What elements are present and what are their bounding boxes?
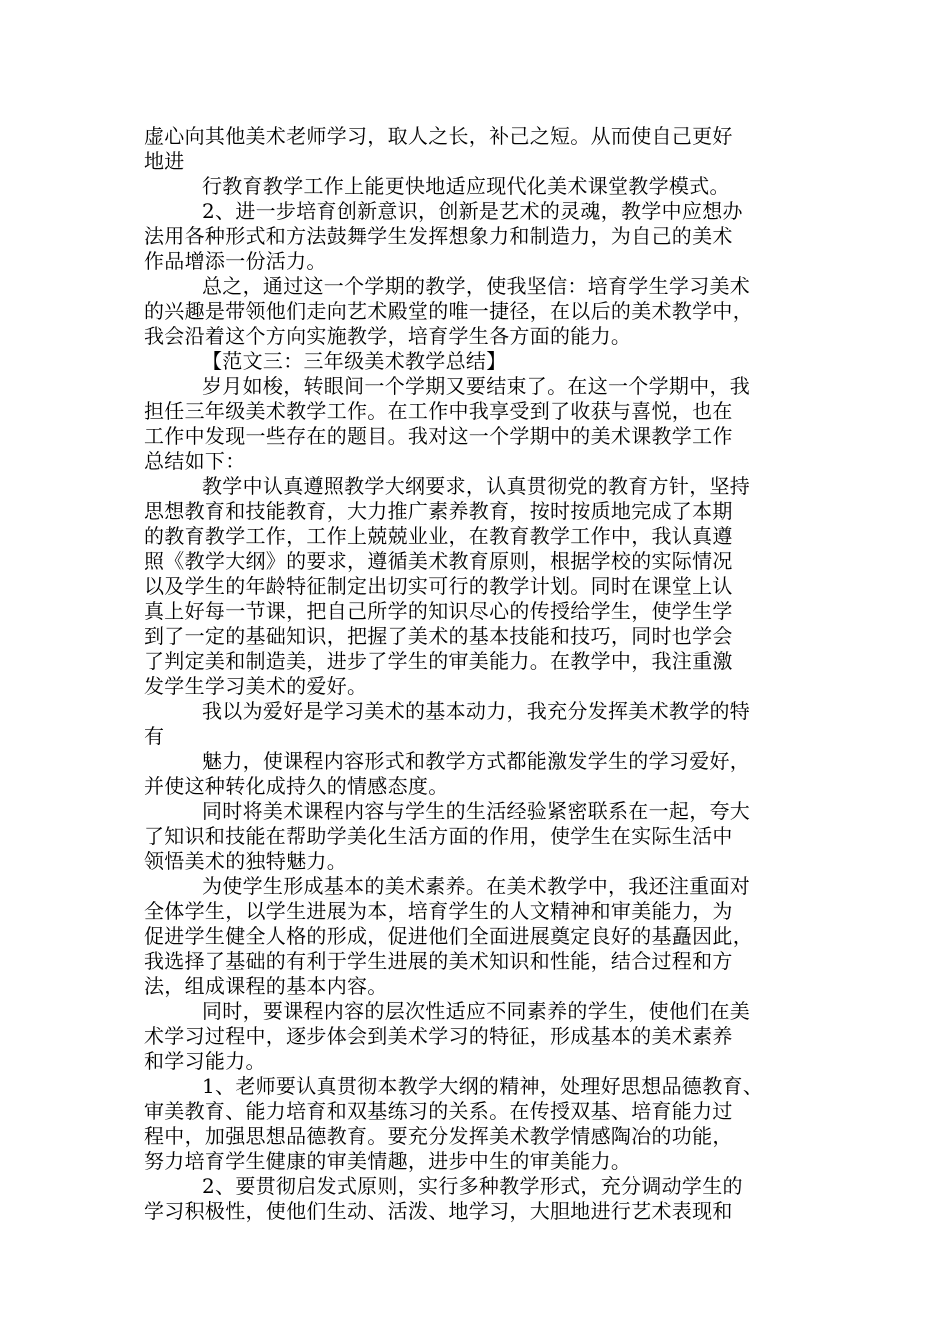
text-line: 总结如下： — [144, 449, 246, 473]
text-line: 作品增添一份活力。 — [144, 249, 327, 273]
text-line: 总之，通过这一个学期的教学，使我坚信：培育学生学习美术 — [202, 274, 751, 298]
text-line: 虚心向其他美术老师学习，取人之长，补己之短。从而使自己更好 — [144, 124, 733, 148]
text-line: 的教育教学工作，工作上兢兢业业，在教育教学工作中，我认真遵 — [144, 524, 733, 548]
text-line: 全体学生，以学生进展为本，培育学生的人文精神和审美能力，为 — [144, 899, 733, 923]
document-page — [144, 124, 824, 1224]
text-line: 努力培育学生健康的审美情趣，进步中生的审美能力。 — [144, 1149, 632, 1173]
text-line: 2、要贯彻启发式原则，实行多种教学形式，充分调动学生的 — [202, 1174, 743, 1198]
text-line: 思想教育和技能教育，大力推广素养教育，按时按质地完成了本期 — [144, 499, 733, 523]
text-line: 2、进一步培育创新意识，创新是艺术的灵魂，教学中应想办 — [202, 199, 743, 223]
text-line: 的兴趣是带领他们走向艺术殿堂的唯一捷径，在以后的美术教学中， — [144, 299, 753, 323]
text-line: 法用各种形式和方法鼓舞学生发挥想象力和制造力，为自己的美术 — [144, 224, 733, 248]
text-line: 我会沿着这个方向实施教学，培育学生各方面的能力。 — [144, 324, 632, 348]
text-line: 我以为爱好是学习美术的基本动力，我充分发挥美术教学的特 — [202, 699, 751, 723]
text-line: 担任三年级美术教学工作。在工作中我享受到了收获与喜悦，也在 — [144, 399, 733, 423]
text-line: 发学生学习美术的爱好。 — [144, 674, 368, 698]
text-line: 我选择了基础的有利于学生进展的美术知识和性能，结合过程和方 — [144, 949, 733, 973]
text-line: 程中，加强思想品德教育。要充分发挥美术教学情感陶冶的功能， — [144, 1124, 733, 1148]
text-line: 教学中认真遵照教学大纲要求，认真贯彻党的教育方针，坚持 — [202, 474, 751, 498]
text-line: 岁月如梭，转眼间一个学期又要结束了。在这一个学期中，我 — [202, 374, 751, 398]
text-line: 行教育教学工作上能更快地适应现代化美术课堂教学模式。 — [202, 174, 730, 198]
text-line: 领悟美术的独特魅力。 — [144, 849, 347, 873]
text-line: 了知识和技能在帮助学美化生活方面的作用，使学生在实际生活中 — [144, 824, 733, 848]
text-line: 有 — [144, 724, 165, 748]
text-line: 了判定美和制造美，进步了学生的审美能力。在教学中，我注重激 — [144, 649, 733, 673]
text-line: 工作中发现一些存在的题目。我对这一个学期中的美术课教学工作 — [144, 424, 733, 448]
text-line: 法，组成课程的基本内容。 — [144, 974, 388, 998]
text-line: 为使学生形成基本的美术素养。在美术教学中，我还注重面对 — [202, 874, 751, 898]
text-line: 同时，要课程内容的层次性适应不同素养的学生，使他们在美 — [202, 999, 751, 1023]
text-line: 审美教育、能力培育和双基练习的关系。在传授双基、培育能力过 — [144, 1099, 733, 1123]
text-line: 和学习能力。 — [144, 1049, 266, 1073]
text-line: 同时将美术课程内容与学生的生活经验紧密联系在一起，夸大 — [202, 799, 751, 823]
text-line: 照《教学大纲》的要求，遵循美术教育原则，根据学校的实际情况 — [144, 549, 733, 573]
text-line: 【范文三：三年级美术教学总结】 — [202, 349, 507, 373]
text-line: 真上好每一节课，把自己所学的知识尽心的传授给学生，使学生学 — [144, 599, 733, 623]
text-line: 以及学生的年龄特征制定出切实可行的教学计划。同时在课堂上认 — [144, 574, 733, 598]
text-line: 1、老师要认真贯彻本教学大纲的精神，处理好思想品德教育、 — [202, 1074, 764, 1098]
text-line: 魅力，使课程内容形式和教学方式都能激发学生的学习爱好， — [202, 749, 751, 773]
text-line: 促进学生健全人格的形成，促进他们全面进展奠定良好的基矗因此， — [144, 924, 753, 948]
text-line: 学习积极性，使他们生动、活泼、地学习，大胆地进行艺术表现和 — [144, 1199, 733, 1223]
text-line: 术学习过程中，逐步体会到美术学习的特征，形成基本的美术素养 — [144, 1024, 733, 1048]
text-line: 地进 — [144, 149, 185, 173]
text-line: 到了一定的基础知识，把握了美术的基本技能和技巧，同时也学会 — [144, 624, 733, 648]
text-line: 并使这种转化成持久的情感态度。 — [144, 774, 449, 798]
